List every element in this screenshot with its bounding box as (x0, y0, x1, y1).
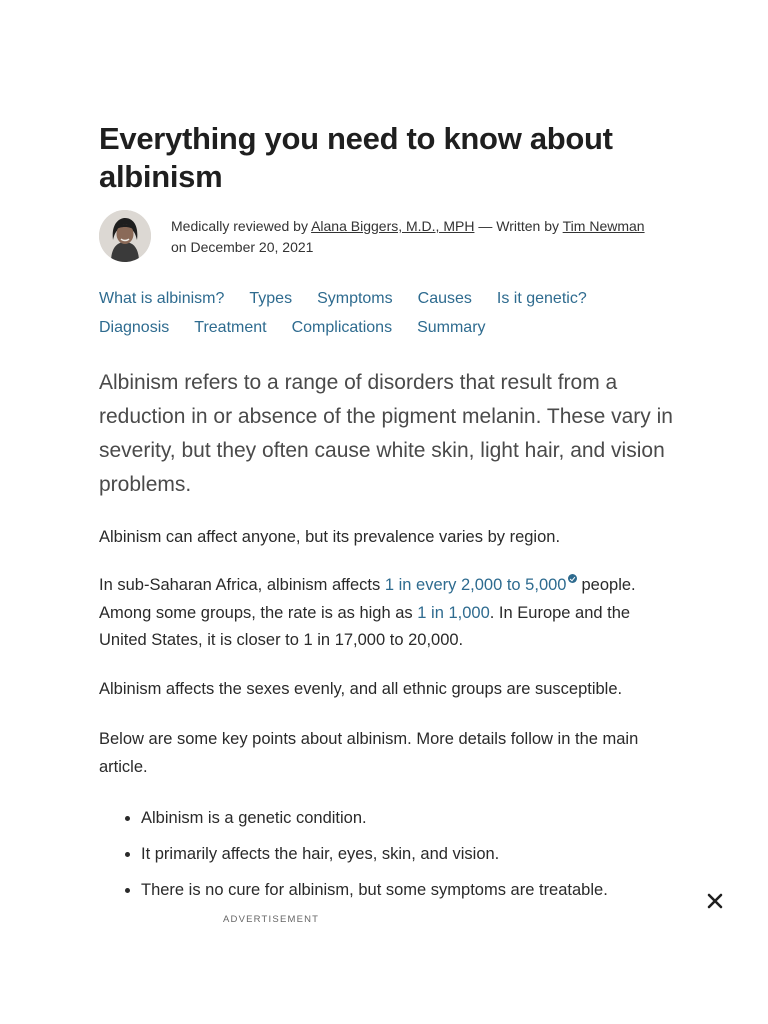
stat-link-groups[interactable]: 1 in 1,000 (417, 603, 490, 622)
stat-text-2: people. Among some groups, the rate is as high as (99, 576, 636, 622)
toc-link-what-is-albinism[interactable]: What is albinism? (99, 290, 225, 307)
reviewer-photo-icon (99, 210, 151, 262)
toc-link-types[interactable]: Types (249, 290, 293, 307)
list-item: • It primarily affects the hair, eyes, skin, and vision. (141, 836, 701, 872)
table-of-contents (99, 288, 679, 346)
toc-row-1 (99, 288, 679, 317)
key-points-list (119, 800, 701, 908)
paragraph-prevalence: Albinism can affect anyone, but its prevalence varies by region. (99, 528, 561, 546)
byline (99, 210, 679, 266)
toc-link-symptoms[interactable]: Symptoms (317, 290, 393, 307)
reviewer-avatar[interactable] (99, 210, 151, 262)
close-icon (703, 889, 727, 913)
paragraph-sexes: Albinism affects the sexes evenly, and all ethnic groups are susceptible. (99, 680, 623, 698)
list-item: • There is no cure for albinism, but some symptoms are treatable. (141, 872, 701, 908)
lead-paragraph: Albinism refers to a range of disorders that result from a reduction in or absence of the pigment melanin. These vary in severity, but they often cause white skin, light hair, and vision problems. (99, 371, 673, 496)
toc-link-diagnosis[interactable]: Diagnosis (99, 319, 170, 336)
list-item: • Albinism is a genetic condition. (141, 800, 701, 836)
toc-link-treatment[interactable]: Treatment (194, 319, 267, 336)
article-title: Everything you need to know about albinism (99, 121, 613, 194)
toc-link-is-it-genetic[interactable]: Is it genetic? (496, 290, 587, 307)
toc-link-summary[interactable]: Summary (417, 319, 486, 336)
stat-text-3: . In Europe and the United States, it is closer to 1 in 17,000 to 20,000. (99, 603, 631, 649)
author-link[interactable]: Tim Newman (562, 218, 645, 234)
toc-row-2 (99, 317, 679, 346)
article (99, 120, 679, 899)
verified-check-icon (568, 574, 577, 583)
close-ad-button[interactable] (703, 889, 727, 913)
publish-date: on December 20, 2021 (171, 239, 314, 255)
paragraph-key-points-intro: Below are some key points about albinism. More details follow in the main article. (99, 730, 639, 776)
written-prefix: — Written by (474, 218, 563, 234)
stat-text-1: In sub-Saharan Africa, albinism affects (99, 576, 385, 594)
advertisement-label: ADVERTISEMENT (223, 914, 320, 925)
toc-link-causes[interactable]: Causes (417, 290, 472, 307)
reviewer-link[interactable]: Alana Biggers, M.D., MPH (311, 218, 475, 234)
reviewed-prefix: Medically reviewed by (171, 218, 312, 234)
byline-text (171, 216, 645, 258)
toc-link-complications[interactable]: Complications (291, 319, 393, 336)
paragraph-statistics (99, 572, 674, 655)
stat-link-africa[interactable]: 1 in every 2,000 to 5,000 (384, 576, 567, 594)
